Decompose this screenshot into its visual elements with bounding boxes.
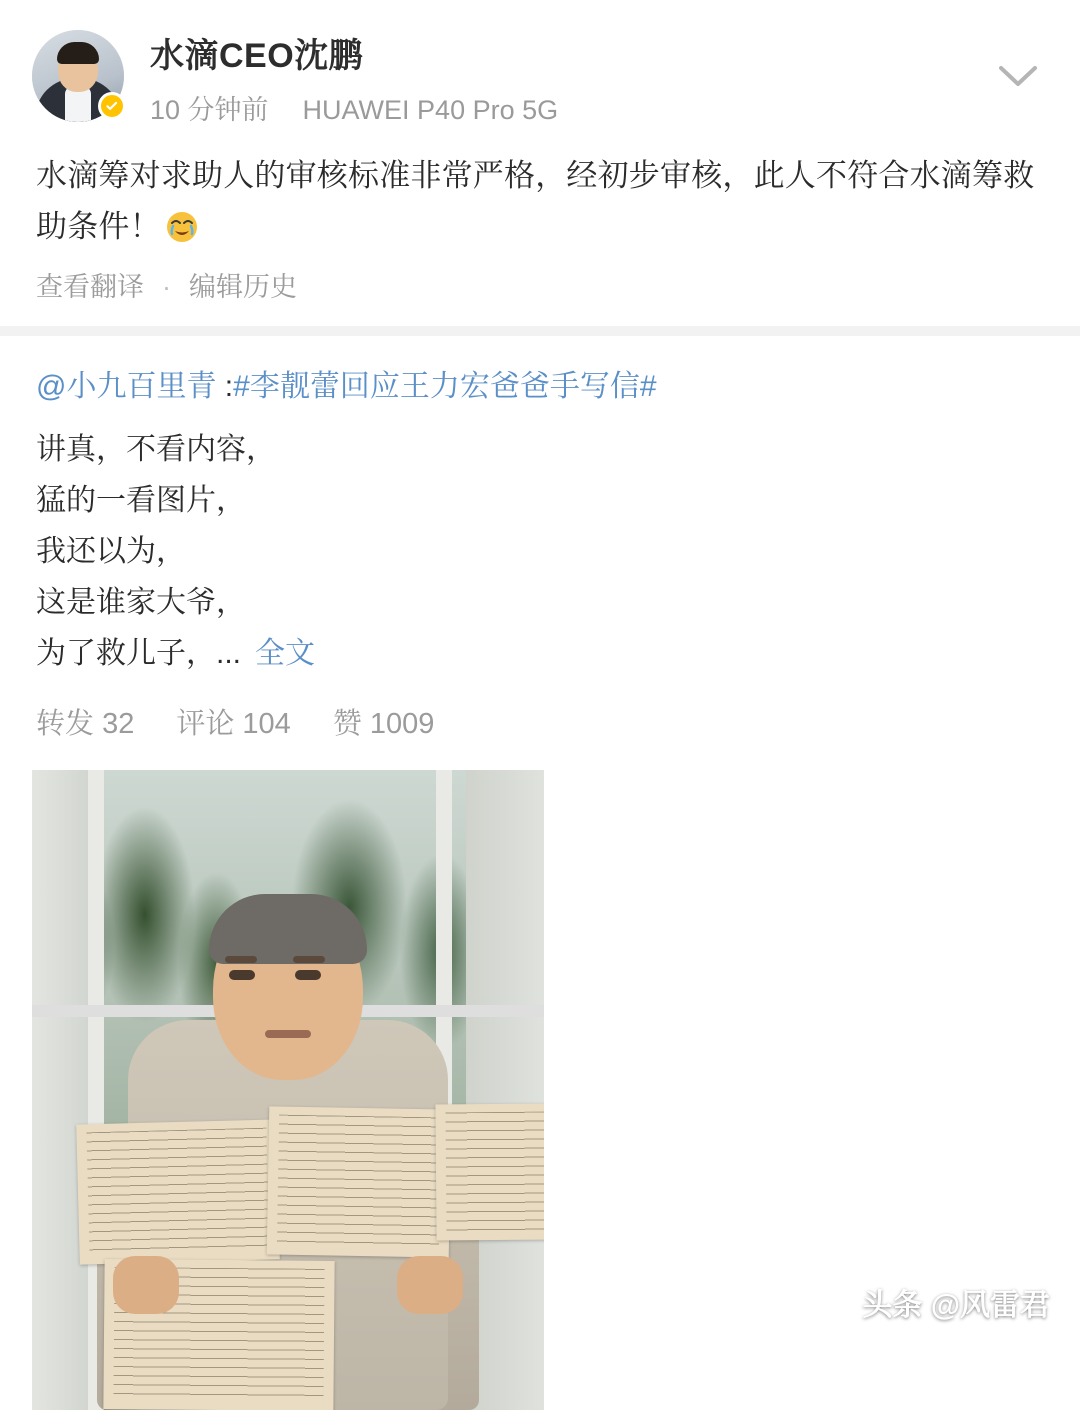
- repost-line-text: 为了救儿子，...: [36, 637, 242, 670]
- view-translation-link[interactable]: 查看翻译: [36, 272, 144, 302]
- repost-count[interactable]: [36, 701, 134, 742]
- repost-header-line: [36, 364, 1044, 410]
- expand-full-text-link[interactable]: 全文: [255, 637, 316, 670]
- post-header: [0, 0, 1080, 128]
- mention-colon: :: [216, 370, 234, 403]
- post-meta: [150, 92, 1048, 128]
- post-content-text: 水滴筹对求助人的审核标准非常严格，经初步审核，此人不符合水滴筹救助条件！: [36, 158, 1035, 244]
- toutiao-logo-icon: [808, 1287, 850, 1317]
- post-links: [36, 268, 1044, 306]
- repost-line: 讲真，不看内容，: [36, 433, 276, 466]
- handwritten-letter: [103, 1259, 334, 1410]
- links-separator: ·: [162, 272, 171, 302]
- post-device: HUAWEI P40 Pro 5G: [302, 95, 559, 125]
- repost-text: [36, 424, 1044, 679]
- post-time: 10 分钟前: [150, 95, 269, 125]
- edit-history-link[interactable]: 编辑历史: [189, 272, 297, 302]
- handwritten-letter: [435, 1103, 544, 1240]
- avatar[interactable]: [32, 30, 124, 122]
- handwritten-letter: [76, 1119, 280, 1264]
- repost-line: 这是谁家大爷，: [36, 586, 246, 619]
- chevron-down-icon[interactable]: [990, 56, 1046, 96]
- post-body: [0, 128, 1080, 306]
- user-name[interactable]: 水滴CEO沈鹏: [150, 37, 364, 75]
- watermark: [808, 1280, 1050, 1324]
- repost-line: 猛的一看图片，: [36, 484, 246, 517]
- repost-line-last: [36, 628, 1044, 679]
- comment-count-label: 评论: [176, 708, 235, 740]
- post-content: [36, 150, 1044, 252]
- like-count-label: 赞: [332, 708, 362, 740]
- verified-badge-icon: [98, 92, 126, 120]
- repost-stats: [36, 701, 1044, 742]
- post-image-content: [32, 770, 544, 1410]
- watermark-text: 头条 @风雷君: [862, 1289, 1050, 1322]
- comment-count[interactable]: [176, 701, 290, 742]
- repost-count-value: 32: [102, 708, 135, 740]
- comment-count-value: 104: [242, 708, 291, 740]
- mention-link[interactable]: @小九百里青: [36, 370, 217, 403]
- repost-count-label: 转发: [36, 708, 95, 740]
- header-text: [150, 30, 1048, 128]
- like-count[interactable]: [333, 701, 435, 742]
- like-count-value: 1009: [369, 708, 435, 740]
- post-image[interactable]: [32, 770, 544, 1410]
- repost-line: 我还以为，: [36, 535, 186, 568]
- handwritten-letter: [267, 1106, 452, 1257]
- topic-link[interactable]: #李靓蕾回应王力宏爸爸手写信#: [233, 370, 657, 403]
- repost-card: [0, 336, 1080, 742]
- laughing-crying-emoji: [165, 208, 199, 242]
- section-divider: [0, 326, 1080, 336]
